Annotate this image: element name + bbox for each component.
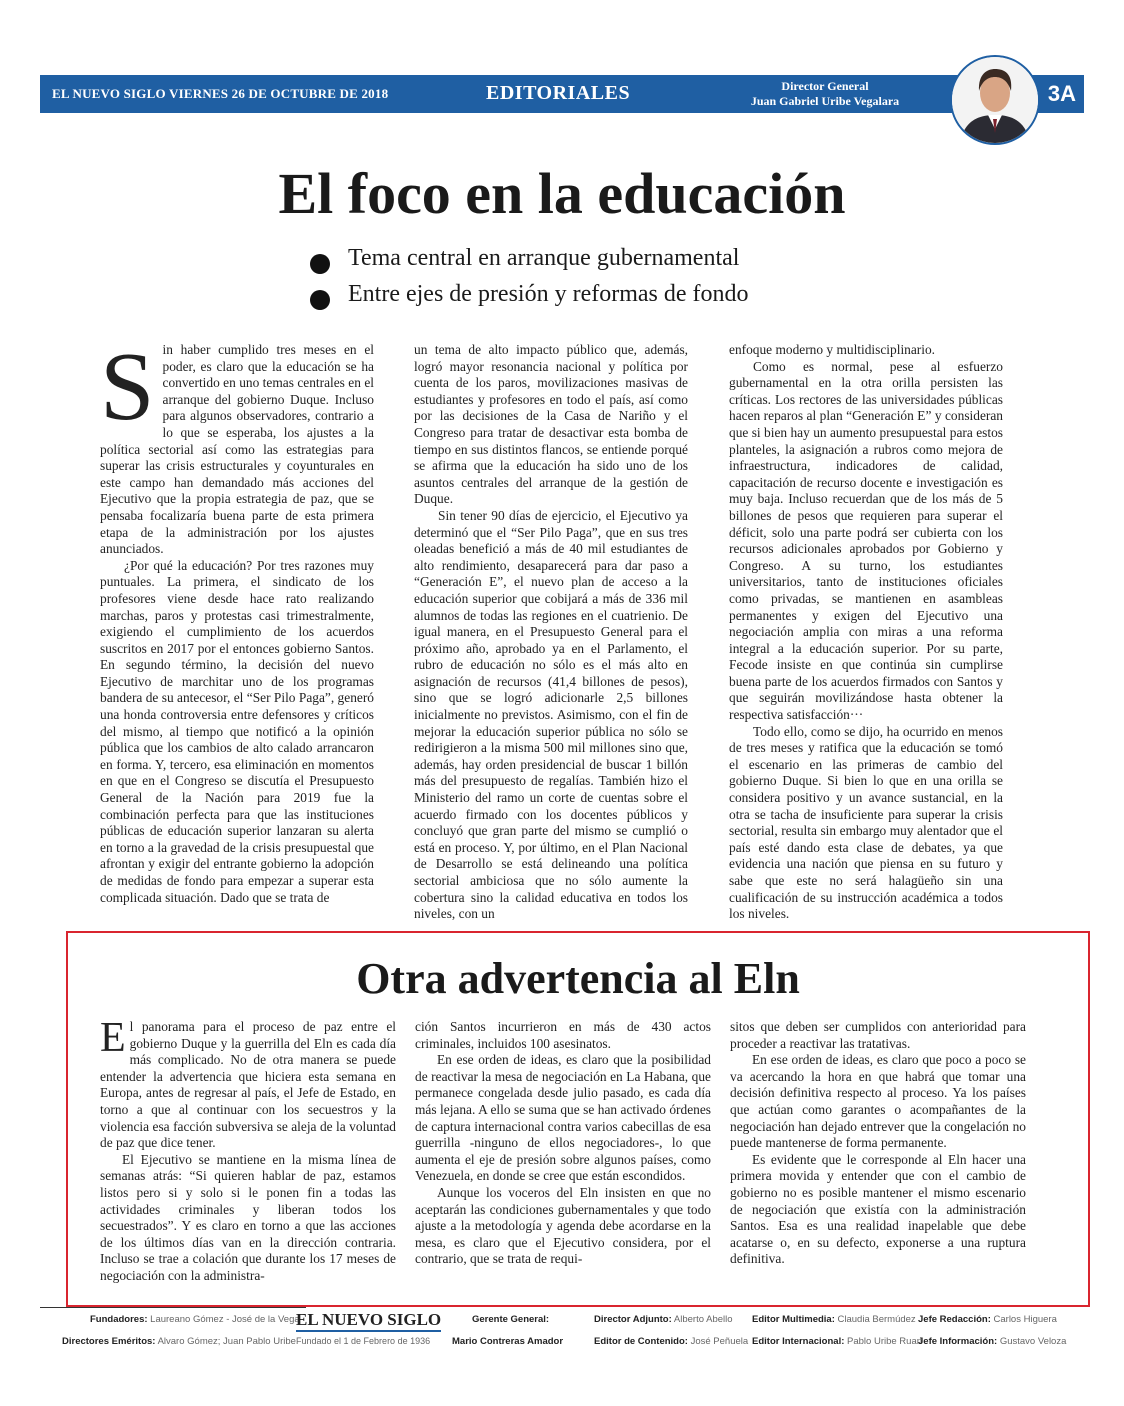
director-portrait: [950, 55, 1040, 145]
secondary-editorial-title: Otra advertencia al Eln: [356, 954, 800, 1003]
editorial-subtitles: [310, 245, 870, 317]
general-manager-label: Gerente General:: [472, 1314, 550, 1325]
paragraph-text: l panorama para el proceso de paz entre el gobierno Duque y la guerrilla del Eln es cada día más complicado. No de otra manera se puede entender la advertencia que hiciera esta semana en Europa, antes de regresar al país, el Jefe de Estado, en torno a que al continuar con los secuestros y la violencia esa facción subversiva se aleja de la voluntad de paz que dice tener.: [100, 1019, 396, 1151]
column-1: [100, 333, 374, 906]
paragraph-text: in haber cumplido tres meses en el poder, es claro que la educación se ha convertido en uno temas centrales en el arranque del gobierno Duque. Incluso para algunos observadores, contrario a lo que se esperaba, los ajustes a la política sectorial así como las estrategias para superar las crisis estructurales y coyunturales en este campo han demandado más acciones del Ejecutivo que la propia estrategia de paz, que se pensaba focalizaría buena parte de esta primera etapa de la administración por los ajustes anunciados.: [100, 342, 374, 557]
paragraph: Aunque los voceros del Eln insisten en que no aceptarán las condiciones gubernamentales y que todo ajuste a la metodología y agenda debe acordarse en la mesa, es claro que el Ejecutivo considera, por el contrario, que se trata de requi-: [415, 1184, 711, 1267]
paragraph: Todo ello, como se dijo, ha ocurrido en menos de tres meses y ratifica que la educación se tomó el escenario en las primeras de cambio del gobierno Duque. Si bien lo que en una orilla se considera positivo y un avance sustancial, en la otra se tacha de insuficiente para superar la crisis sectorial, resulta sin embargo muy alentador que el país esté dando esta clase de debates, ya que evidencia una nación que piensa en su futuro y sabe que este no será halagüeño sin una cualificación de su instrucción académica a todos los niveles.: [729, 723, 1003, 922]
paragraph: En ese orden de ideas, es claro que poco a poco se va acercando la hora en que habrá que tomar una decisión definitiva respecto al proceso. Ya los países que actúan como garantes o acompañantes de la negociación han dejado entrever que la congelación no puede mantenerse de forma permanente.: [730, 1052, 1026, 1151]
portrait-icon: [952, 57, 1038, 143]
drop-cap: E: [100, 1015, 126, 1061]
director-role: Director General: [781, 79, 869, 93]
paragraph: En ese orden de ideas, es claro que la posibilidad de reactivar la mesa de negociación en La Habana, que permanece congelada desde julio pasado, es cada día más lejana. A ello se suma que se han activado órdenes de captura internacional contra varios cabecillas de esa guerrilla -ninguno de ellos negociadores-, lo que aumenta el eje de presión sobre algunos países, como Venezuela, en donde se cree que están escondidos.: [415, 1052, 711, 1184]
column-3: [729, 342, 1003, 923]
director-credit: [720, 79, 930, 109]
information-chief: Jefe Información: Gustavo Veloza: [918, 1336, 1067, 1347]
footer-divider: [40, 1307, 306, 1308]
section-header: [40, 75, 1084, 113]
director-name: Juan Gabriel Uribe Vegalara: [750, 94, 900, 108]
section-name: EDITORIALES: [486, 82, 631, 104]
editorial-title: El foco en la educación: [278, 161, 846, 226]
secondary-editorial-box: [66, 931, 1090, 1307]
content-editor: Editor de Contenido: José Peñuela: [594, 1336, 749, 1347]
subtitle-item: [310, 281, 870, 317]
paragraph: ¿Por qué la educación? Por tres razones muy puntuales. La primera, el sindicato de los profesores viene desde hace rato realizando marchas, paros y protestas casi trimestralmente, exigiendo el cumplimiento de los acuerdos suscritos en 2017 por el entonces gobierno Santos. En segundo término, la decisión del nuevo Ejecutivo de marchitar uno de los programas bandera de su antecesor, el “Ser Pilo Paga”, generó una honda controversia entre defensores y críticos del mismo, al tiempo que notificó a la opinión pública que los cambios de alto calado arrancaron en forma. Y, tercero, esa eliminación en momentos en que en el Congreso se discutía el Presupuesto General de la Nación para 2019 fue la combinación perfecta para que las instituciones públicas de educación superior lanzaran su alerta en torno a la gravedad de la crisis presupuestal que afrontan y exigir del entrante gobierno la adopción de medidas de fondo para empezar a superar esta complicada situación. Dado que se trata de: [100, 557, 374, 905]
newspaper-logo: EL NUEVO SIGLO: [296, 1310, 441, 1332]
bullet-icon: [310, 290, 330, 310]
drop-cap: S: [100, 333, 155, 441]
masthead-date: EL NUEVO SIGLO VIERNES 26 DE OCTUBRE DE 2018: [52, 86, 389, 101]
international-editor: Editor Internacional: Pablo Uribe Ruan: [752, 1336, 923, 1347]
column-2: [415, 1019, 711, 1268]
paragraph: [100, 1015, 396, 1152]
paragraph: El Ejecutivo se mantiene en la misma línea de semanas atrás: “Si quieren hablar de paz, estamos listos pero si y solo si le ponen fin a todas las actividades criminales y liberan todos los secuestrados”. Y es claro en torno a que las acciones de los últimos días van en la dirección contraria. Incluso se trae a colación que durante los 17 meses de negociación con la administra-: [100, 1151, 396, 1283]
bullet-icon: [310, 254, 330, 274]
paragraph: un tema de alto impacto público que, además, logró mayor resonancia nacional y política por cuenta de los paros, movilizaciones masivas de estudiantes y profesores en todo el país, así como por las decisiones de la Casa de Nariño y el Congreso para tratar de desactivar esta bomba de tiempo en sus distintos flancos, se entiende porqué se afirma que la educación ha sido uno de los asuntos centrales del arranque de la gestión de Duque.: [414, 342, 688, 507]
paragraph: Como es normal, pese al esfuerzo gubernamental en la otra orilla persisten las críticas. Los rectores de las universidades públicas hacen reparos al plan “Generación E” y consideran que si bien hay un aumento presupuestal para estos planteles, la asignación a rubros como mejora de infraestructura, indicadores de calidad, capacitación de recurso docente e investigación es muy baja. Incluso recuerdan que de los más de 5 billones de pesos que requieren para superar el déficit, solo una parte podrá ser cubierta con los recursos adicionales aprobados por Gobierno y Congreso. A su turno, los estudiantes universitarios, tanto de instituciones oficiales como privadas, se mantienen en asambleas permanentes y exigen del Ejecutivo una negociación amplia con miras a una reforma integral a la educación superior. Por su parte, Fecode insiste en que continúa sin cumplirse buena parte de los acuerdos firmados con Santos y que seguirán movilizándose hasta obtener la respectiva satisfacción···: [729, 358, 1003, 723]
paragraph: enfoque moderno y multidisciplinario.: [729, 342, 936, 357]
deputy-director: Director Adjunto: Alberto Abello: [594, 1314, 733, 1325]
subtitle-text: Tema central en arranque gubernamental: [348, 245, 740, 271]
multimedia-editor: Editor Multimedia: Claudia Bermúdez: [752, 1314, 916, 1325]
paragraph: Es evidente que le corresponde al Eln hacer una primera movida y entender que con el cambio de gobierno no es posible mantener el mismo escenario de negociación que existía con la administración Santos. Esa es una realidad inapelable que debe acatarse o, en su defecto, exponerse a una ruptura definitiva.: [730, 1151, 1026, 1267]
general-manager: Mario Contreras Amador: [452, 1336, 564, 1347]
paragraph: ción Santos incurrieron en más de 430 actos criminales, incluidos 100 asesinatos.: [415, 1019, 711, 1051]
founded-date: Fundado el 1 de Febrero de 1936: [296, 1336, 431, 1346]
staff-footer: [0, 1310, 1124, 1360]
paragraph: sitos que deben ser cumplidos con anterioridad para proceder a reactivar las tratativas.: [730, 1019, 1026, 1051]
paragraph: Sin tener 90 días de ejercicio, el Ejecutivo ya determinó que el “Ser Pilo Paga”, que en sus tres oleadas benefició a más de 40 mil estudiantes de alto rendimiento, desaparecerá para dar paso a “Generación E”, el nuevo plan de acceso a la educación superior que cobijará a más de 336 mil alumnos de todas las regiones en el cuatrienio. De igual manera, en el Presupuesto General para el próximo año, aprobado ya en el Parlamento, el rubro de educación no sólo es el más alto en asignación de recursos (41,4 billones de pesos), sino que se logró adicionarle 2,5 billones inicialmente no previstos. Asimismo, con el fin de mejorar la educación superior pública no sólo se redirigieron a la misma 500 mil millones sino que, además, hay orden presidencial de buscar 1 billón más del presupuesto de regalías. También hizo el Ministerio del ramo un corte de cuentas sobre el acuerdo firmado con los docentes públicos y concluyó que gran parte del mismo se cumplió o está en proceso. Y, por último, en el Plan Nacional de Desarrollo se está delineando una política sectorial ambiciosa que no sólo aumente la cobertura sino la calidad educativa en todos los niveles, con un: [414, 507, 688, 922]
column-3: [730, 1019, 1026, 1268]
subtitle-text: Entre ejes de presión y reformas de fondo: [348, 281, 749, 307]
emeritus-directors: Directores Eméritos: Alvaro Gómez; Juan Pablo Uribe: [62, 1336, 296, 1347]
subtitle-item: [310, 245, 870, 281]
page-number: 3A: [1047, 81, 1076, 106]
newsroom-chief: Jefe Redacción: Carlos Higuera: [918, 1314, 1057, 1325]
paragraph: [100, 333, 374, 558]
founders: Fundadores: Laureano Gómez - José de la Vega: [90, 1314, 300, 1325]
column-2: [414, 342, 688, 923]
column-1: [100, 1015, 396, 1285]
